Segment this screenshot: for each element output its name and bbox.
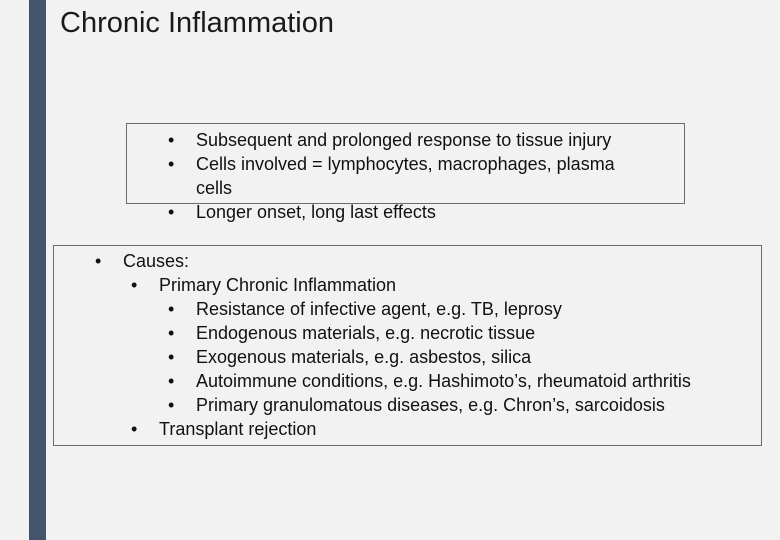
bullet-icon: • <box>168 347 175 367</box>
primary-item: Exogenous materials, e.g. asbestos, silica <box>196 347 532 367</box>
summary-item-continuation: cells <box>196 178 233 198</box>
primary-item: Resistance of infective agent, e.g. TB, leprosy <box>196 299 562 319</box>
primary-item: Autoimmune conditions, e.g. Hashimoto’s, rheumatoid arthritis <box>196 371 691 391</box>
bullet-icon: • <box>95 251 102 271</box>
bullet-icon: • <box>168 154 175 174</box>
bullet-icon: • <box>168 299 175 319</box>
bullet-icon: • <box>168 323 175 343</box>
primary-heading: Primary Chronic Inflammation <box>159 275 397 295</box>
accent-bar <box>29 0 46 540</box>
bullet-icon: • <box>168 202 175 222</box>
slide-title: Chronic Inflammation <box>60 7 334 39</box>
primary-item: Primary granulomatous diseases, e.g. Chron’s, sarcoidosis <box>196 395 665 415</box>
bullet-icon: • <box>131 275 138 295</box>
transplant-item: Transplant rejection <box>159 419 317 439</box>
bullet-icon: • <box>168 395 175 415</box>
bullet-icon: • <box>131 419 138 439</box>
summary-item: Cells involved = lymphocytes, macrophages, plasma <box>196 154 615 174</box>
bullet-icon: • <box>168 130 175 150</box>
summary-item: Longer onset, long last effects <box>196 202 436 222</box>
summary-item: Subsequent and prolonged response to tissue injury <box>196 130 612 150</box>
primary-item: Endogenous materials, e.g. necrotic tissue <box>196 323 536 343</box>
causes-heading: Causes: <box>123 251 190 271</box>
bullet-icon: • <box>168 371 175 391</box>
